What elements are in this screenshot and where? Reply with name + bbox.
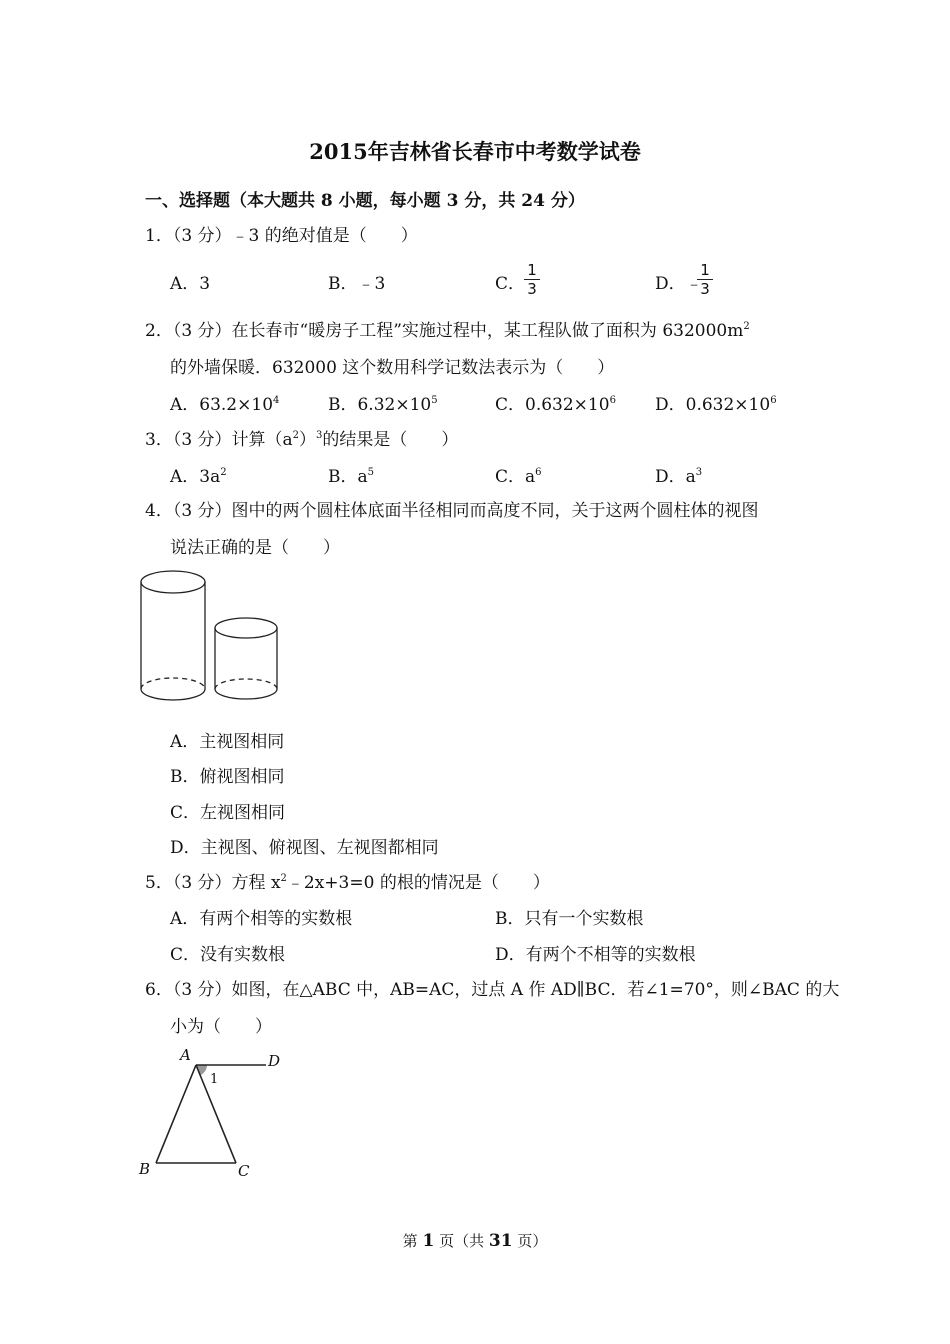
q2-option-c: C．$0.632\times 10^6$ [495, 395, 616, 415]
q1-option-c: C． [495, 274, 526, 294]
vertex-b-label: B [139, 1160, 151, 1178]
q1-option-d: D．﹣ [655, 274, 703, 294]
fraction-numerator: 1 [700, 261, 710, 279]
q4-option-b: B．俯视图相同 [170, 767, 285, 787]
q3-option-b: B．$a^5$ [328, 467, 375, 487]
q5-option-b: B．只有一个实数根 [495, 909, 644, 929]
question-6-line-2: 小为（ ） [170, 1017, 272, 1037]
q4-option-a: A．主视图相同 [170, 732, 285, 752]
page-number: 1 [422, 1231, 435, 1251]
point-d-label: D [268, 1052, 281, 1070]
vertex-c-label: C [238, 1162, 250, 1180]
page-footer: 第 1 页（共 31 页） [402, 1231, 548, 1251]
q1-option-b: B．﹣3 [328, 274, 386, 294]
q4-option-d: D．主视图、俯视图、左视图都相同 [170, 838, 439, 858]
q2-option-b: B．$6.32\times 10^5$ [328, 395, 438, 415]
q2-option-d: D．$0.632\times 10^6$ [655, 395, 777, 415]
question-4-line-1: 4．（3 分）图中的两个圆柱体底面半径相同而高度不同，关于这两个圆柱体的视图 [145, 501, 759, 521]
fraction-denominator: 3 [527, 280, 537, 298]
vertex-a-label: A [180, 1046, 191, 1064]
q3-option-a: A．$3a^2$ [170, 467, 227, 487]
fraction-numerator: 1 [527, 261, 537, 279]
q1-option-a: A．3 [170, 274, 211, 294]
q3-option-c: C．$a^6$ [495, 467, 542, 487]
question-5-stem: 5．（3 分）方程 $x^2﹣2x+3=0$ 的根的情况是（ ） [145, 873, 550, 893]
q5-option-c: C．没有实数根 [170, 945, 286, 965]
page-title: 2015年吉林省长春市中考数学试卷 [309, 139, 641, 164]
q3-option-d: D．$a^3$ [655, 467, 703, 487]
q2-option-a: A．$63.2\times 10^4$ [170, 395, 280, 415]
fraction-denominator: 3 [700, 280, 710, 298]
total-pages: 31 [488, 1231, 513, 1251]
question-4-line-2: 说法正确的是（ ） [170, 538, 340, 558]
question-6-line-1: 6．（3 分）如图，在△ABC 中，AB=AC，过点 A 作 AD∥BC．若∠1=70°，则∠BAC 的大 [145, 980, 840, 1000]
section-heading: 一、选择题（本大题共 8 小题，每小题 3 分，共 24 分） [145, 191, 585, 211]
q5-option-d: D．有两个不相等的实数根 [495, 945, 696, 965]
question-3-stem: 3．（3 分）计算$(a^2)^3$的结果是（ ） [145, 430, 459, 450]
angle-1-label: 1 [210, 1072, 219, 1087]
question-2-line-2: 的外墙保暖．632000 这个数用科学记数法表示为（ ） [170, 358, 615, 378]
q4-option-c: C．左视图相同 [170, 803, 286, 823]
question-1-stem: 1．（3 分）﹣3 的绝对值是（ ） [145, 226, 418, 246]
side-ab [156, 1065, 196, 1163]
q5-option-a: A．有两个相等的实数根 [170, 909, 353, 929]
question-2-line-1: 2．（3 分）在长春市“暖房子工程”实施过程中，某工程队做了面积为 $632000m^2$ [145, 321, 750, 341]
